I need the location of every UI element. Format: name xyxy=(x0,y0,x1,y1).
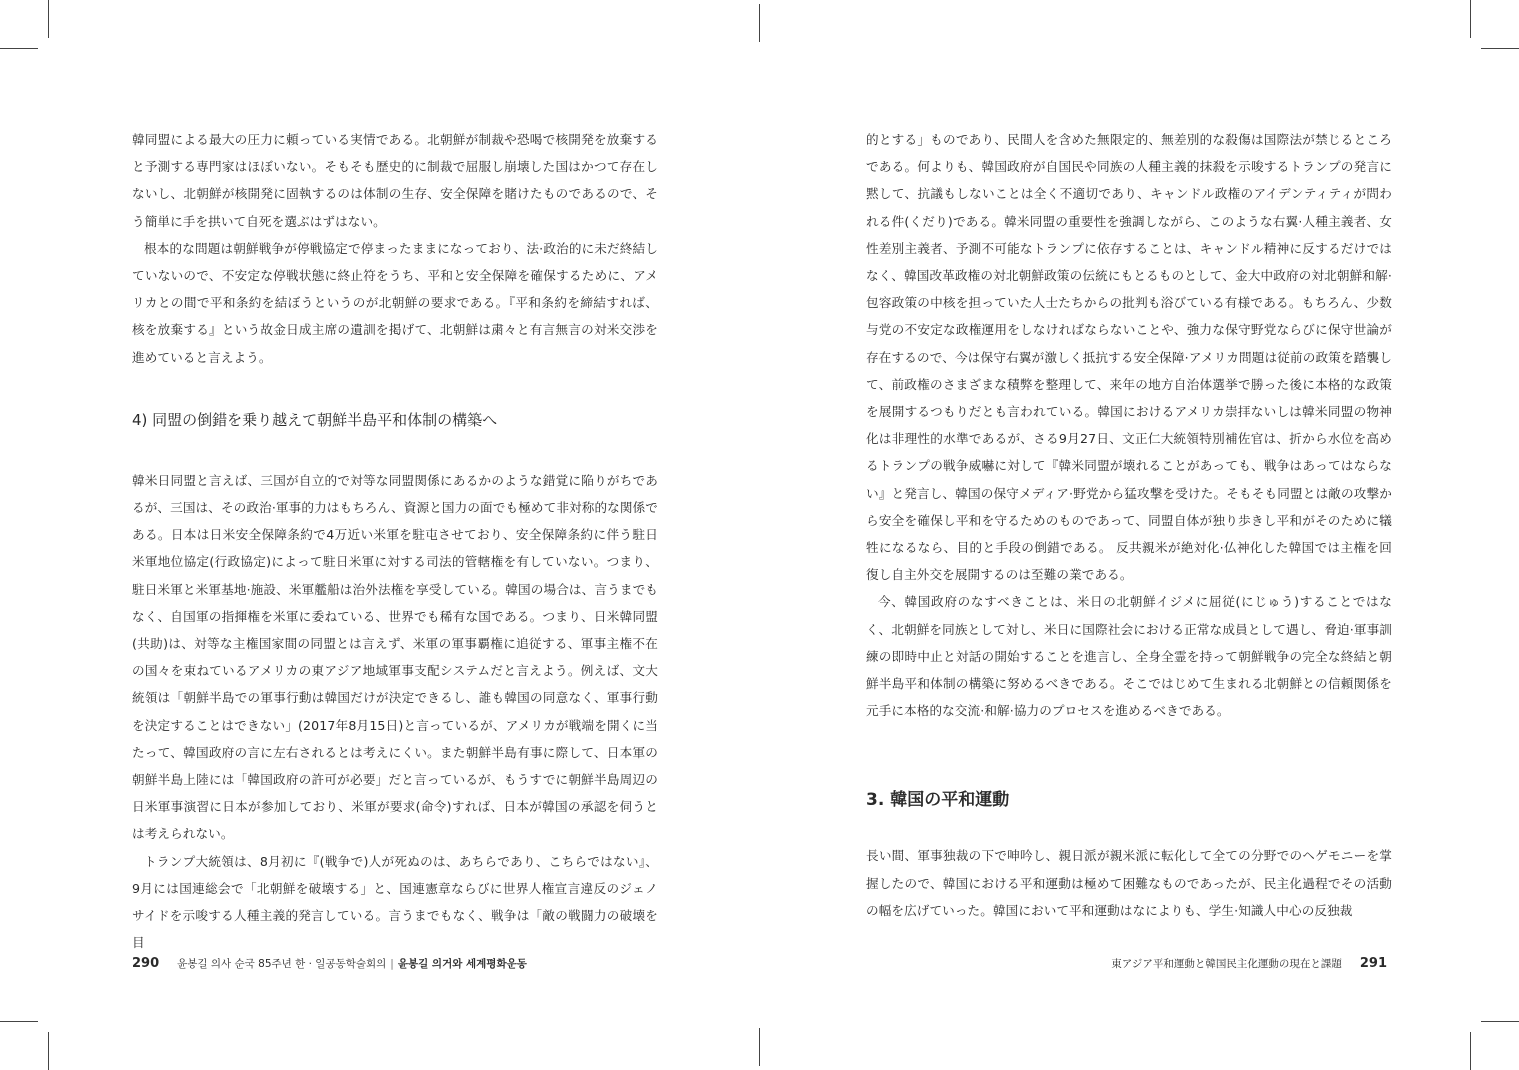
body-paragraph: 韓米日同盟と言えば、三国が自立的で対等な同盟関係にあるかのような錯覚に陥りがちであるが、三国は、その政治·軍事的力はもちろん、資源と国力の面でも極めて非対称的な関係である。日本は日米安全保障条約で4万近い米軍を駐屯させており、安全保障条約に伴う駐日米軍地位協定(行政協定)によって駐日米軍に対する司法的管轄権を有していない。つまり、駐日米軍と米軍基地·施設、米軍艦船は治外法権を享受している。韓国の場合は、言うまでもなく、自国軍の指揮権を米軍に委ねている、世界でも稀有な国である。つまり、日米韓同盟(共助)は、対等な主権国家間の同盟とは言えず、米軍の軍事覇権に追従する、軍事主権不在の国々を束ねているアメリカの東アジア地域軍事支配システムだと言えよう。例えば、文大統領は「朝鮮半島での軍事行動は韓国だけが決定できるし、誰も韓国の同意なく、軍事行動を決定することはできない」(2017年8月15日)と言っているが、アメリカが戦端を開くに当たって、韓国政府の言に左右されるとは考えにくい。また朝鮮半島有事に際して、日本軍の朝鮮半島上陸には「韓国政府の許可が必要」だと言っているが、もうすでに朝鮮半島周辺の日米軍事演習に日本が参加しており、米軍が要求(命令)すれば、日本が韓国の承認を伺うとは考えられない。 xyxy=(132,472,658,842)
body-paragraph: 根本的な問題は朝鮮戦争が停戦協定で停まったままになっており、法·政治的に未だ終結していないので、不安定な停戦状態に終止符をうち、平和と安全保障を確保するために、アメリカとの間で平和条約を結ぼうというのが北朝鮮の要求である。『平和条約を締結すれば、核を放棄する』という故金日成主席の遺訓を掲げて、北朝鮮は粛々と有言無言の対米交渉を進めていると言えよう。 xyxy=(132,240,658,365)
running-footer-text: 윤봉길 의사 순국 85주년 한 · 일공동학술회의 xyxy=(177,958,387,970)
running-footer-title: 윤봉길 의거와 세계평화운동 xyxy=(397,958,527,970)
section-title: 3. 韓国の平和運動 xyxy=(866,790,1010,811)
left-text-column xyxy=(132,126,658,956)
page-footer-left xyxy=(132,956,527,972)
right-page xyxy=(760,0,1519,1070)
body-paragraph: 的とする」ものであり、民間人を含めた無限定的、無差別的な殺傷は国際法が禁じるところである。何よりも、韓国政府が自国民や同族の人種主義的抹殺を示唆するトランプの発言に黙して、抗議もしないことは全く不適切であり、キャンドル政権のアイデンティティが問われる件(くだり)である。韓米同盟の重要性を強調しながら、このような右翼·人種主義者、女性差別主義者、予測不可能なトランプに依存することは、キャンドル精神に反するだけではなく、韓国改革政権の対北朝鮮政策の伝統にもとるものとして、金大中政府の対北朝鮮和解·包容政策の中核を担っていた人士たちからの批判も浴びている有様である。もちろん、少数与党の不安定な政権運用をしなければならないことや、強力な保守野党ならびに保守世論が存在するので、今は保守右翼が激しく抵抗する安全保障·アメリカ問題は従前の政策を踏襲して、前政権のさまざまな積弊を整理して、来年の地方自治体選挙で勝った後に本格的な政策を展開するつもりだとも言われている。韓国におけるアメリカ崇拝ないしは韓米同盟の物神化は非理性的水準であるが、さる9月27日、文正仁大統領特別補佐官は、折から水位を高めるトランプの戦争威嚇に対して『韓米同盟が壊れることがあっても、戦争はあってはならない』と発言し、韓国の保守メディア·野党から猛攻撃を受けた。そもそも同盟とは敵の攻撃から安全を確保し平和を守るためのものであって、同盟自体が独り歩きし平和がそのために犠牲になるなら、目的と手段の倒錯である。 反共親米が絶対化·仏神化した韓国では主権を回復し自主外交を展開するのは至難の業である。 xyxy=(866,132,1392,583)
section-subheading: 4) 同盟の倒錯を乗り越えて朝鮮半島平和体制の構築へ xyxy=(132,410,498,429)
body-paragraph: 韓同盟による最大の圧力に頼っている実情である。北朝鮮が制裁や恐喝で核開発を放棄すると予測する専門家はほぼいない。そもそも歴史的に制裁で屈服し崩壊した国はかつて存在しないし、北朝鮮が核開発に固執するのは体制の生存、安全保障を賭けたものであるので、そう簡単に手を拱いて自死を選ぶはずはない。 xyxy=(132,132,658,229)
page-number: 291 xyxy=(1359,956,1387,971)
footer-separator: | xyxy=(390,958,394,970)
running-footer-text: 東アジア平和運動と韓国民主化運動の現在と課題 xyxy=(1111,958,1342,970)
right-text-column xyxy=(866,126,1392,924)
body-paragraph: トランプ大統領は、8月初に『(戦争で)人が死ぬのは、あちらであり、こちらではない』、9月には国連総会で「北朝鮮を破壊する」と、国連憲章ならびに世界人権宣言違反のジェノサイドを示唆する人種主義的発言している。言うまでもなく、戦争は「敵の戦闘力の破壊を目 xyxy=(132,853,658,951)
page-footer-right xyxy=(1111,956,1387,972)
body-paragraph: 長い間、軍事独裁の下で呻吟し、親日派が親米派に転化して全ての分野でのヘゲモニーを掌握したので、韓国における平和運動は極めて困難なものであったが、民主化過程でその活動の幅を広げていった。韓国において平和運動はなによりも、学生·知識人中心の反独裁 xyxy=(866,848,1392,918)
body-paragraph: 今、韓国政府のなすべきことは、米日の北朝鮮イジメに屈従(にじゅう)することではなく、北朝鮮を同族として対し、米日に国際社会における正常な成員として遇し、脅迫·軍事訓練の即時中止と対話の開始することを進言し、全身全霊を持って朝鮮戦争の完全な終結と朝鮮半島平和体制の構築に努めるべきである。そこではじめて生まれる北朝鮮との信頼関係を元手に本格的な交流·和解·協力のプロセスを進めるべきである。 xyxy=(866,594,1392,719)
page-number: 290 xyxy=(132,956,160,971)
